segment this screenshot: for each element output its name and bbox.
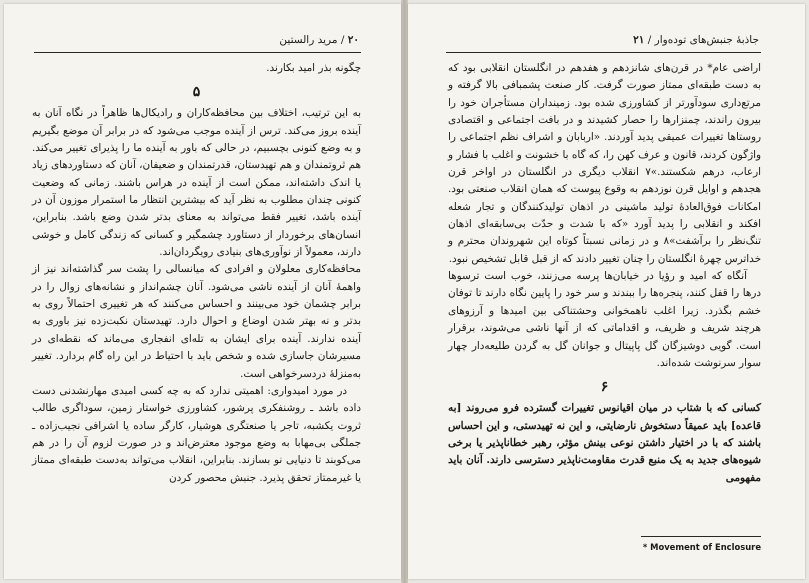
left-page-body xyxy=(32,60,361,487)
left-header-rule xyxy=(34,52,361,53)
left-first-line: چگونه بذر امید بکارند. xyxy=(266,62,361,74)
left-running-header xyxy=(279,34,359,46)
right-header-title: جاذبهٔ جنبش‌های توده‌وار xyxy=(654,34,759,46)
right-header-rule xyxy=(446,52,761,53)
section-6-lead: کسانی که با شتاب در میان اقیانوس تغییرات گسترده فرو می‌روند [به قاعده] باید عمیقاً دستخوش نارضایتی، و این نه تهیدستی، و این احساس باشند که با در اختیار داشتن نوعی بینش مؤثر، رهبر خطاناپذیر یا برخی شیوه‌های جدید به یک منبع قدرت مقاومت‌ناپذیر دسترسی دارند. آنان باید مفهومی xyxy=(448,402,761,484)
right-page xyxy=(408,4,805,579)
section-number-6: ۶ xyxy=(600,379,609,396)
left-header-author: مرید رالستین xyxy=(279,34,338,46)
left-page xyxy=(4,4,401,579)
book-gutter xyxy=(401,0,408,583)
right-page-body xyxy=(448,60,761,487)
right-paragraph-1: اراضی عام* در قرن‌های شانزدهم و هفدهم در انگلستان انقلابی بود که به دست طبقه‌ای ممتاز صورت گرفت. کار صنعت پشمبافی بالا گرفته و مرتع‌داری سودآورتر از کشاورزی شده بود. زمینداران مستأجران خود را بیرون راندند، چمنزارها را حصار کشیدند و در بافت اجتماعی و اقتصادی روستاها تغییرات عمیقی پدید آوردند. «اربابان و اشراف نظم اجتماعی را واژگون کردند، قانون و عرف کهن را، که گاه با خشونت و اغلب با فشار و ارعاب، درهم شکستند.»۷ انقلاب دیگری در انگلستان در اواخر قرن هجدهم و اوایل قرن نوزدهم به وقوع پیوست که همان انقلاب صنعتی بود. امکانات فوق‌العادهٔ تولید ماشینی در اذهان تولیدکنندگان و تجار شعله افکند و انقلابی را پدید آورد «که با شدت و حدّت بی‌سابقه‌ای اذهان تنگ‌نظر را برآشفت»۸ و در زمانی نسبتاً کوتاه این شهروندان محترم و خداترس چهرهٔ انگلستان را چنان تغییر دادند که از قبل قابل تشخیص نبود. xyxy=(448,62,761,265)
left-paragraph-3: در مورد امیدواری: اهمیتی ندارد که به چه کسی امیدی مهارنشدنی دست داده باشد ـ روشنفکری پرشور، کشاورزی خواستار زمین، سوداگری طالب ثروت یکشبه، تاجر یا صنعتگری هوشیار، کارگر ساده یا اشرافی نجیب‌زاده ـ جملگی بی‌مهابا به وضع موجود معترض‌اند و در صورت لزوم آن را در هم می‌کوبند تا دنیایی نو بسازند. بنابراین، انقلاب می‌تواند به‌دست طبقه‌ای ممتاز یا غیرممتاز تحقق پذیرد. جنبش محصور کردن xyxy=(32,384,361,484)
right-page-number: ۲۱ xyxy=(633,34,645,46)
footnote-rule xyxy=(641,536,761,537)
header-separator: / xyxy=(647,34,652,46)
footnote: * Movement of Enclosure xyxy=(642,542,761,552)
left-paragraph-2: محافظه‌کاری معلولان و افرادی که میانسالی را پشت سر گذاشته‌اند نیز از واهمهٔ آنان از آینده ناشی می‌شود. آنان چشم‌انداز و نشانه‌های زوال را در برابر چشمان خود می‌بینند و احساس می‌کنند که هر تغییری احتمالاً روی به بدتر و نه بهتر شدن اوضاع و احوال دارد. تهیدستان نکبت‌زده نیز باوری به آینده ندارند. آینده برای ایشان به تله‌ای انفجاری می‌ماند که نقطه‌ای در مسیرشان جاسازی شده و شخص باید با احتیاط در این راه گام بردارد. تغییر به‌منزلهٔ دردسرخواهی است. xyxy=(32,263,361,380)
header-separator: / xyxy=(340,34,345,46)
section-number-5: ۵ xyxy=(192,84,201,101)
left-page-number: ۲۰ xyxy=(347,34,359,46)
left-paragraph-1: به این ترتیب، اختلاف بین محافظه‌کاران و رادیکال‌ها ظاهراً در نگاه آنان به آینده بروز می‌کند. ترس از آینده موجب می‌شود که در برابر آن موضع بگیریم و به وضع کنونی بچسبیم، در حالی که باور به آینده ما را پذیرای تغییر می‌کند. هم ثروتمندان و هم تهیدستان، قدرتمندان و ضعیفان، آنان که دستاوردهای زیاد یا اندک داشته‌اند، ممکن است از آینده در هراس باشند. زمانی که وضعیت کنونی چندان مطلوب به نظر آید که بیشترین انتظار ما استمرار موزون آن در آینده باشد، تغییر فقط می‌تواند به معنای بدتر شدن وضع باشد. بنابراین، انسان‌های برخوردار از دستاورد چشمگیر و کسانی که زندگی کامل و خوشی دارند، معمولاً از نوآوری‌های بنیادی رویگردان‌اند. xyxy=(32,107,361,259)
right-running-header xyxy=(633,34,759,46)
right-paragraph-2: آنگاه که امید و رؤیا در خیابان‌ها پرسه می‌زنند، خوب است ترسوها درها را قفل کنند، پنجره‌ها را ببندند و سر خود را پایین نگاه دارند تا توفان خشم بگذرد. زیرا اغلب ناهمخوانی وحشتناکی بین امیدها و آرزوهای هرچند شریف و ظریف، و اقداماتی که از آنها ناشی می‌شوند، برقرار است. گویی دوشیزگان گل پاپیتال و جوانان گل به گردن طلیعه‌دار چهار سوار سرنوشت شده‌اند. xyxy=(448,270,761,369)
